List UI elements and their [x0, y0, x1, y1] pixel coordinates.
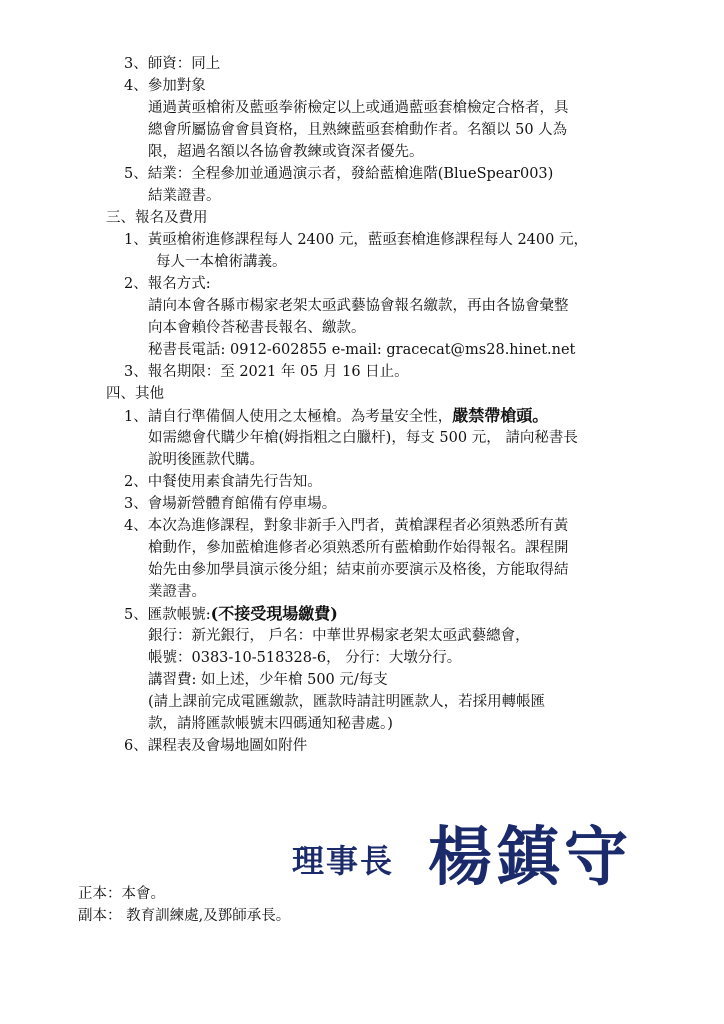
- remittance-note-line-1: (請上課前完成電匯繳款，匯款時請註明匯款人，若採用轉帳匯: [148, 694, 546, 710]
- fee-line-2: 每人一本槍術講義。: [156, 254, 287, 270]
- registration-method-title: 2、報名方式:: [124, 276, 211, 292]
- registration-deadline: 3、報名期限：至 2021 年 05 月 16 日止。: [124, 364, 409, 380]
- chairman-signature: 楊鎮守: [428, 820, 632, 895]
- section-registration-heading: 三、報名及費用: [106, 210, 208, 226]
- other-item-1-line-2: 如需總會代購少年槍(姆指粗之白臘杆)，每支 500 元， 請向秘書長: [148, 430, 578, 446]
- attachments-note: 6、課程表及會場地圖如附件: [124, 738, 308, 754]
- item-instructor: 3、師資：同上: [124, 56, 221, 72]
- spear-tip-prohibited: 嚴禁帶槍頭。: [452, 406, 549, 425]
- completion-line-2: 結業證書。: [148, 188, 221, 204]
- other-item-4-line-3: 始先由參加學員演示後分組；結束前亦要演示及格後，方能取得結: [148, 562, 569, 578]
- participants-line-3: 限，超過名額以各協會教練或資深者優先。: [148, 144, 424, 160]
- no-onsite-payment: (不接受現場繳費): [210, 604, 338, 623]
- remittance-label: 5、匯款帳號:: [124, 607, 211, 623]
- other-item-4-line-4: 業證書。: [148, 584, 206, 600]
- remittance-note-line-2: 款，請將匯款帳號末四碼通知秘書處。): [148, 716, 393, 732]
- completion-line-1: 5、結業：全程參加並通過演示者，發給藍槍進階(BlueSpear003): [124, 166, 554, 182]
- secretary-contact: 秘書長電話: 0912-602855 e-mail: gracecat@ms28.hinet.net: [148, 342, 576, 358]
- account-info: 帳號：0383-10-518328-6， 分行：大墩分行。: [148, 650, 462, 666]
- signature-title: 理事長: [292, 842, 395, 880]
- other-item-1-line-1: [124, 406, 548, 427]
- registration-method-line-1: 請向本會各縣市楊家老架太亟武藝協會報名繳款，再由各協會彙整: [148, 298, 569, 314]
- fee-line-1: 1、黃亟槍術進修課程每人 2400 元，藍亟套槍進修課程每人 2400 元，: [124, 232, 588, 248]
- copy-recipients: 副本： 教育訓練處,及鄧師承長。: [78, 908, 291, 924]
- participants-line-2: 總會所屬協會會員資格，且熟練藍亟套槍動作者。名額以 50 人為: [148, 122, 568, 138]
- other-item-3: 3、會場新營體育館備有停車場。: [124, 496, 337, 512]
- other-item-1-line-3: 說明後匯款代購。: [148, 452, 264, 468]
- other-item-4-line-1: 4、本次為進修課程，對象非新手入門者，黃槍課程者必須熟悉所有黃: [124, 518, 569, 534]
- bank-info: 銀行：新光銀行， 戶名：中華世界楊家老架太亟武藝總會，: [148, 628, 530, 644]
- other-item-2: 2、中餐使用素食請先行告知。: [124, 474, 322, 490]
- original-recipient: 正本：本會。: [78, 886, 165, 902]
- remittance-account-title: [124, 604, 338, 625]
- participants-line-1: 通過黃亟槍術及藍亟拳術檢定以上或通過藍亟套槍檢定合格者，具: [148, 100, 569, 116]
- item-participants-title: 4、參加對象: [124, 78, 206, 94]
- spear-notice-text: 1、請自行準備個人使用之太極槍。為考量安全性，: [124, 409, 453, 425]
- registration-method-line-2: 向本會賴伶荅秘書長報名、繳款。: [148, 320, 366, 336]
- training-fee: 講習費: 如上述，少年槍 500 元/每支: [148, 672, 388, 688]
- section-other-heading: 四、其他: [106, 386, 164, 402]
- other-item-4-line-2: 槍動作，參加藍槍進修者必須熟悉所有藍槍動作始得報名。課程開: [148, 540, 569, 556]
